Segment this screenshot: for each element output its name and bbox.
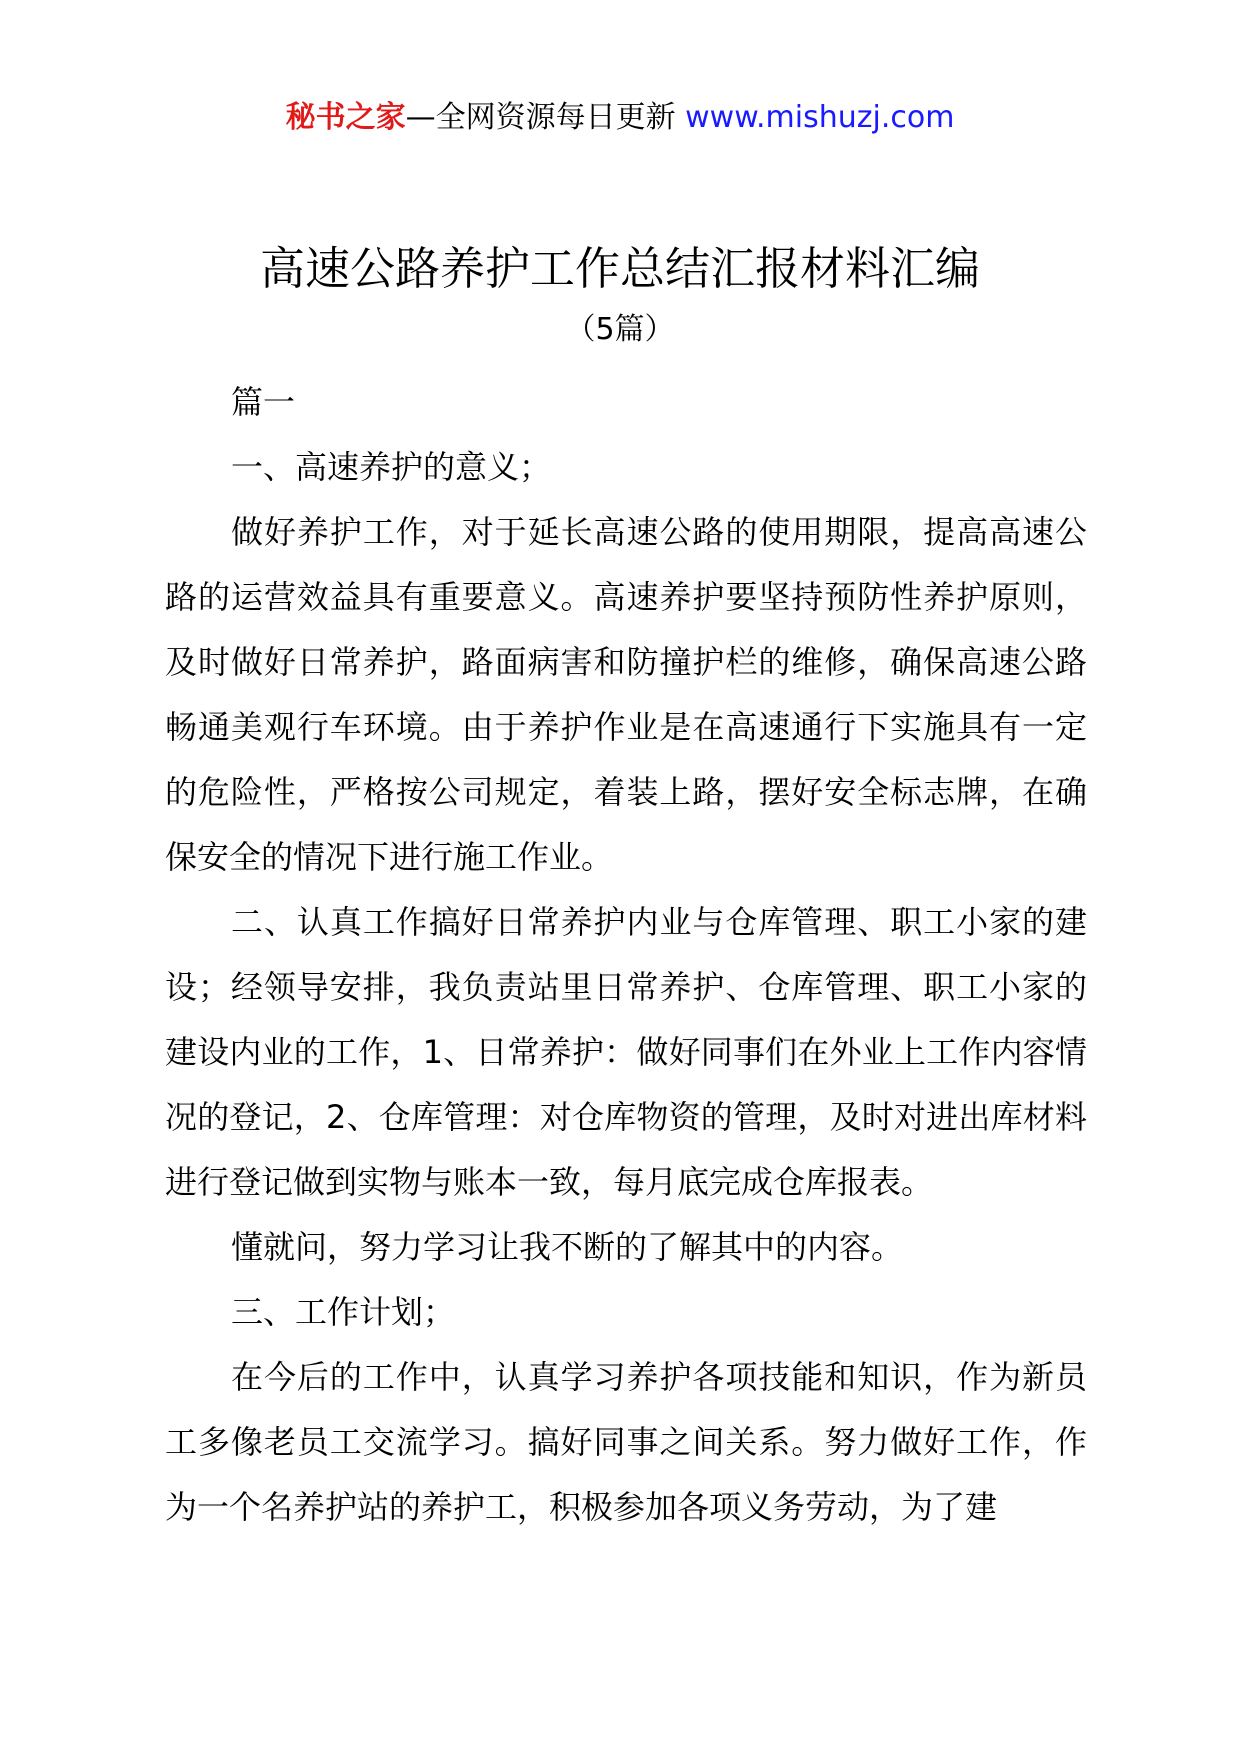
brand-name: 秘书之家 [285,100,406,135]
site-header [0,98,1240,138]
site-url[interactable]: www.mishuzj.com [685,100,955,135]
section-heading: 三、工作计划； [231,1293,456,1331]
document-subtitle: （5篇） [565,312,675,347]
document-body [165,370,1087,1540]
body-paragraph: 在今后的工作中，认真学习养护各项技能和知识，作为新员工多像老员工交流学习。搞好同事之间关系。努力做好工作，作为一个名养护站的养护工，积极参加各项义务劳动，为了建 [165,1358,1087,1526]
document-title: 高速公路养护工作总结汇报材料汇编 [259,242,980,295]
section-heading: 一、高速养护的意义； [231,448,552,486]
header-slogan: —全网资源每日更新 [405,100,676,135]
section-label: 篇一 [231,383,296,421]
body-paragraph: 做好养护工作，对于延长高速公路的使用期限，提高高速公路的运营效益具有重要意义。高速养护要坚持预防性养护原则，及时做好日常养护，路面病害和防撞护栏的维修，确保高速公路畅通美观行车环境。由于养护作业是在高速通行下实施具有一定的危险性，严格按公司规定，着装上路，摆好安全标志牌，在确保安全的情况下进行施工作业。 [165,513,1087,876]
body-paragraph: 懂就问，努力学习让我不断的了解其中的内容。 [231,1228,904,1266]
body-paragraph: 二、认真工作搞好日常养护内业与仓库管理、职工小家的建设；经领导安排，我负责站里日常养护、仓库管理、职工小家的建设内业的工作，1、日常养护：做好同事们在外业上工作内容情况的登记，2、仓库管理：对仓库物资的管理，及时对进出库材料进行登记做到实物与账本一致，每月底完成仓库报表。 [165,903,1087,1201]
